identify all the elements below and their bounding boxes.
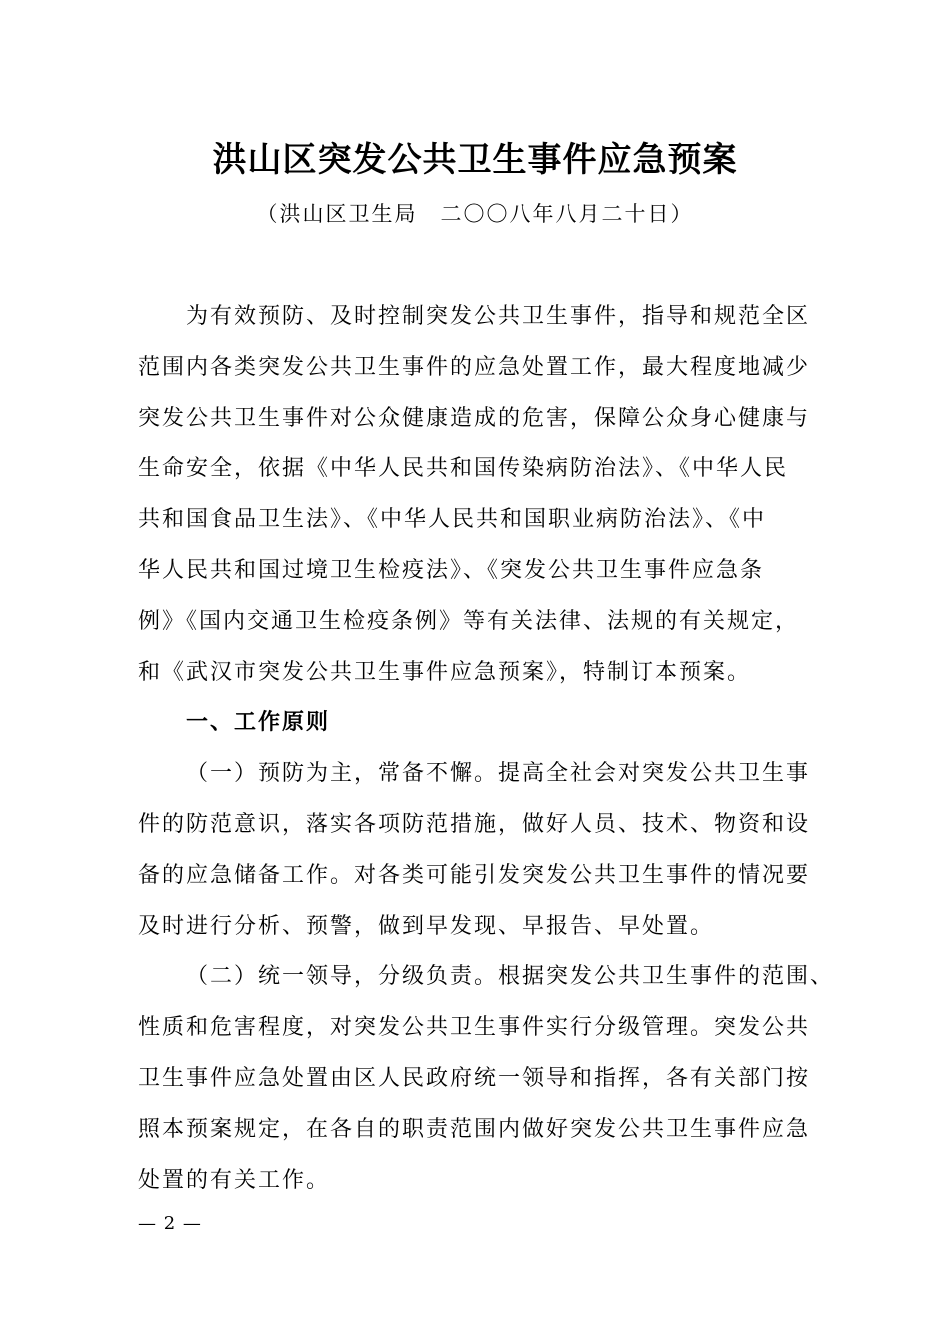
- paragraph-line: 范围内各类突发公共卫生事件的应急处置工作，最大程度地减少: [138, 354, 811, 380]
- section-heading: 一、工作原则: [186, 710, 331, 736]
- paragraph-line: 照本预案规定，在各自的职责范围内做好突发公共卫生事件应急: [138, 1116, 811, 1142]
- document-title: 洪山区突发公共卫生事件应急预案: [212, 140, 738, 180]
- paragraph-line: 华人民共和国过境卫生检疫法》、《突发公共卫生事件应急条: [138, 557, 765, 583]
- paragraph-line: 为有效预防、及时控制突发公共卫生事件，指导和规范全区: [186, 304, 811, 329]
- document-body: [138, 292, 835, 1206]
- paragraph-line: 突发公共卫生事件对公众健康造成的危害，保障公众身心健康与: [138, 405, 811, 431]
- paragraph-line: 性质和危害程度，对突发公共卫生事件实行分级管理。突发公共: [138, 1015, 811, 1041]
- paragraph-line: 及时进行分析、预警，做到早发现、早报告、早处置。: [138, 913, 715, 939]
- page-number: — 2 —: [138, 1213, 202, 1234]
- paragraph-line: 件的防范意识，落实各项防范措施，做好人员、技术、物资和设: [138, 811, 811, 837]
- paragraph-line: 卫生事件应急处置由区人民政府统一领导和指挥，各有关部门按: [138, 1065, 811, 1091]
- paragraph-line: 共和国食品卫生法》、《中华人民共和国职业病防治法》、《中: [138, 507, 767, 533]
- paragraph-line: （一）预防为主，常备不懈。提高全社会对突发公共卫生事: [186, 761, 811, 787]
- paragraph-line: 和《武汉市突发公共卫生事件应急预案》，特制订本预案。: [138, 659, 752, 685]
- paragraph-line: 处置的有关工作。: [138, 1167, 331, 1193]
- paragraph-line: 生命安全，依据《中华人民共和国传染病防治法》、《中华人民: [138, 456, 789, 482]
- paragraph-line: 备的应急储备工作。对各类可能引发突发公共卫生事件的情况要: [138, 862, 811, 888]
- paragraph-line: （二）统一领导，分级负责。根据突发公共卫生事件的范围、: [186, 964, 835, 990]
- document-subtitle: （洪山区卫生局 二〇〇八年八月二十日）: [256, 202, 694, 226]
- paragraph-line: 例》《国内交通卫生检疫条例》等有关法律、法规的有关规定，: [138, 608, 800, 634]
